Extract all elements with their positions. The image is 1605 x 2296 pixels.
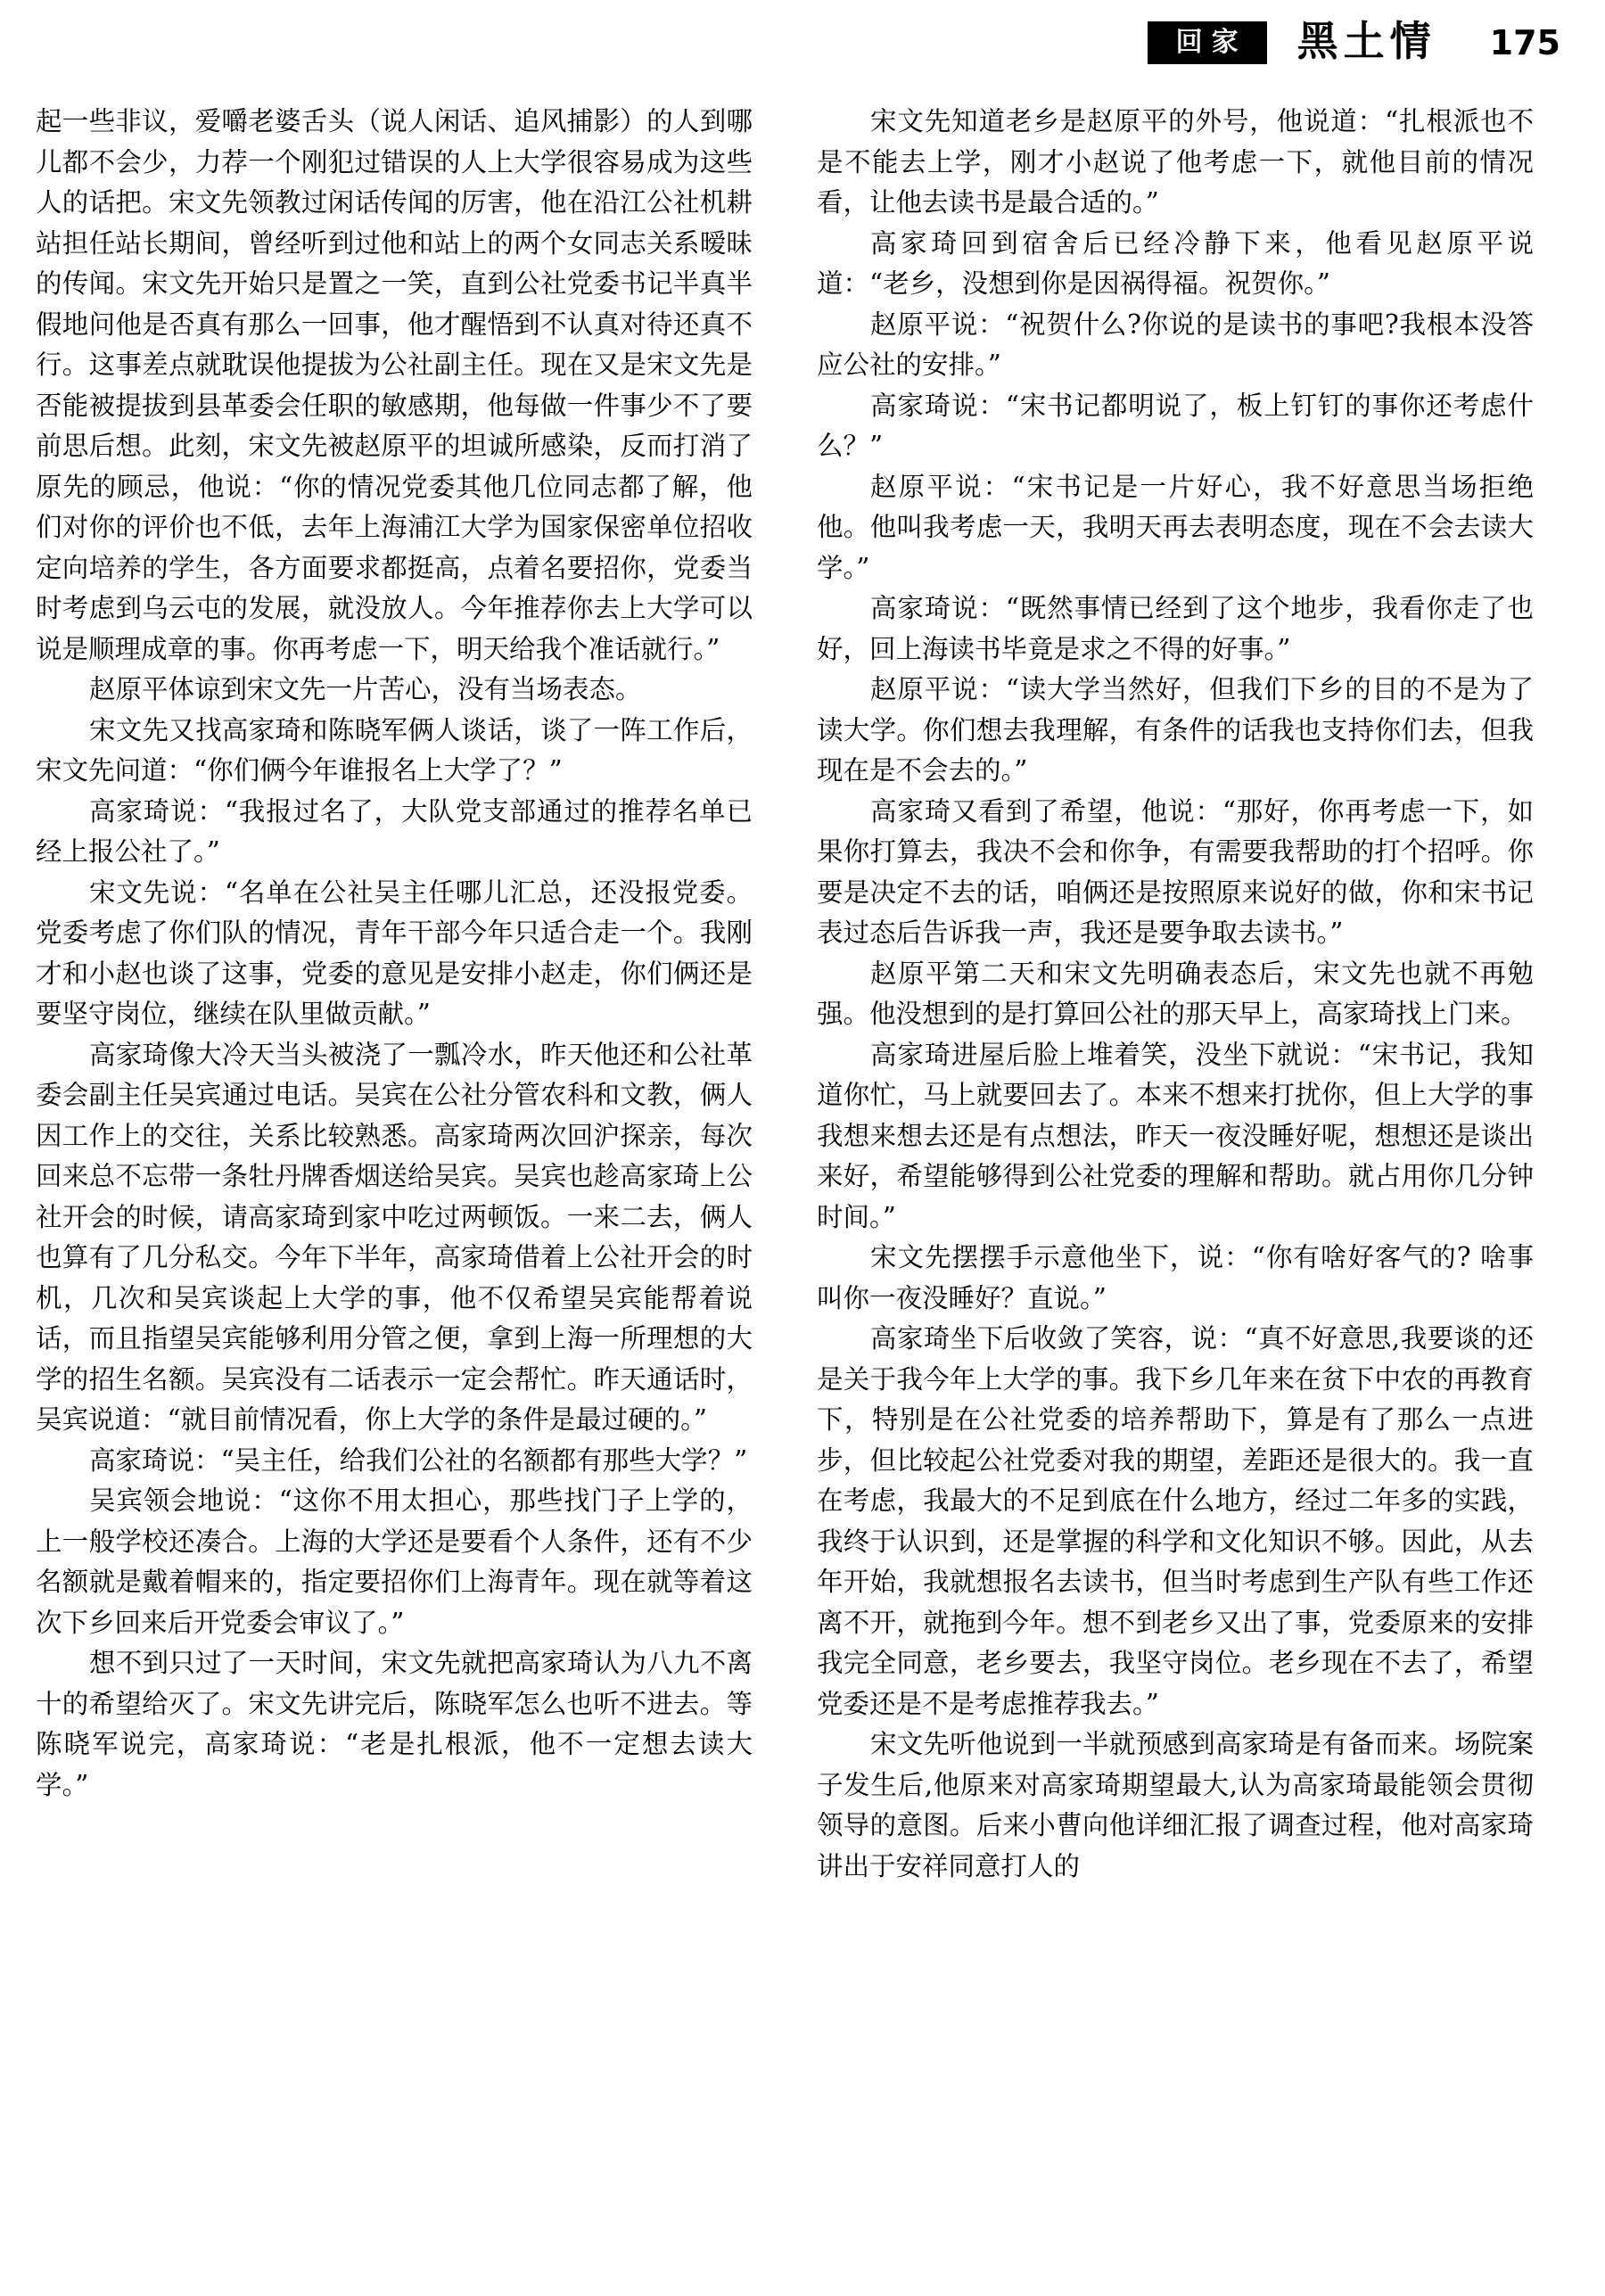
paragraph: 高家琦回到宿舍后已经冷静下来，他看见赵原平说道：“老乡，没想到你是因祸得福。祝贺你。”	[817, 227, 1534, 299]
paragraph: 高家琦说：“宋书记都明说了，板上钉钉的事你还考虑什么？”	[817, 390, 1534, 461]
paragraph: 高家琦像大冷天当头被浇了一瓢冷水，昨天他还和公社革委会副主任吴宾通过电话。吴宾在公社分管农科和文教，俩人因工作上的交往，关系比较熟悉。高家琦两次回沪探亲，每次回来总不忘带一条牡丹牌香烟送给吴宾。吴宾也趁高家琦上公社开会的时候，请高家琦到家中吃过两顿饭。一来二去，俩人也算有了几分私交。今年下半年，高家琦借着上公社开会的时机，几次和吴宾谈起上大学的事，他不仅希望吴宾能帮着说话，而且指望吴宾能够利用分管之便，拿到上海一所理想的大学的招生名额。吴宾没有二话表示一定会帮忙。昨天通话时，吴宾说道：“就目前情况看，你上大学的条件是最过硬的。”	[36, 1039, 753, 1435]
paragraph: 想不到只过了一天时间，宋文先就把高家琦认为八九不离十的希望给灭了。宋文先讲完后，陈晓军怎么也听不进去。等陈晓军说完，高家琦说：“老是扎根派，他不一定想去读大学。”	[36, 1648, 753, 1800]
book-title: 黑土情	[1296, 17, 1436, 65]
paragraph: 宋文先又找高家琦和陈晓军俩人谈话，谈了一阵工作后，宋文先问道：“你们俩今年谁报名上大学了？”	[36, 714, 753, 786]
left-column	[36, 102, 753, 1887]
right-column	[817, 102, 1534, 1887]
paragraph: 高家琦说：“我报过名了，大队党支部通过的推荐名单已经上报公社了。”	[36, 795, 753, 867]
paragraph: 宋文先说：“名单在公社吴主任哪儿汇总，还没报党委。党委考虑了你们队的情况，青年干部今年只适合走一个。我刚才和小赵也谈了这事，党委的意见是安排小赵走，你们俩还是要坚守岗位，继续在队里做贡献。”	[36, 876, 753, 1029]
paragraph: 起一些非议，爱嚼老婆舌头（说人闲话、追风捕影）的人到哪儿都不会少，力荐一个刚犯过错误的人上大学很容易成为这些人的话把。宋文先领教过闲话传闻的厉害，他在沿江公社机耕站担任站长期间，曾经听到过他和站上的两个女同志关系暧昧的传闻。宋文先开始只是置之一笑，直到公社党委书记半真半假地问他是否真有那么一回事，他才醒悟到不认真对待还真不行。这事差点就耽误他提拔为公社副主任。现在又是宋文先是否能被提拔到县革委会任职的敏感期，他每做一件事少不了要前思后想。此刻，宋文先被赵原平的坦诚所感染，反而打消了原先的顾忌，他说：“你的情况党委其他几位同志都了解，他们对你的评价也不低，去年上海浦江大学为国家保密单位招收定向培养的学生，各方面要求都挺高，点着名要招你，党委当时考虑到乌云屯的发展，就没放人。今年推荐你去上大学可以说是顺理成章的事。你再考虑一下，明天给我个准话就行。”	[36, 106, 753, 664]
paragraph: 宋文先听他说到一半就预感到高家琦是有备而来。场院案子发生后,他原来对高家琦期望最大,认为高家琦最能领会贯彻领导的意图。后来小曹向他详细汇报了调查过程，他对高家琦讲出于安祥同意打人的	[817, 1729, 1534, 1881]
page-header	[36, 0, 1569, 86]
paragraph: 高家琦又看到了希望，他说：“那好，你再考虑一下，如果你打算去，我决不会和你争，有需要我帮助的打个招呼。你要是决定不去的话，咱俩还是按照原来说好的做，你和宋书记表过态后告诉我一声，我还是要争取去读书。”	[817, 795, 1534, 948]
page-number: 175	[1489, 23, 1560, 62]
paragraph: 吴宾领会地说：“这你不用太担心，那些找门子上学的，上一般学校还凑合。上海的大学还是要看个人条件，还有不少名额就是戴着帽来的，指定要招你们上海青年。现在就等着这次下乡回来后开党委会审议了。”	[36, 1485, 753, 1638]
paragraph: 赵原平说：“读大学当然好，但我们下乡的目的不是为了读大学。你们想去我理解，有条件的话我也支持你们去，但我现在是不会去的。”	[817, 674, 1534, 786]
paragraph: 高家琦说：“既然事情已经到了这个地步，我看你走了也好，回上海读书毕竟是求之不得的好事。”	[817, 593, 1534, 664]
paragraph: 赵原平第二天和宋文先明确表态后，宋文先也就不再勉强。他没想到的是打算回公社的那天早上，高家琦找上门来。	[817, 958, 1534, 1029]
paragraph: 高家琦坐下后收敛了笑容，说：“真不好意思,我要谈的还是关于我今年上大学的事。我下乡几年来在贫下中农的再教育下，特别是在公社党委的培养帮助下，算是有了那么一点进步，但比较起公社党委对我的期望，差距还是很大的。我一直在考虑，我最大的不足到底在什么地方，经过二年多的实践，我终于认识到，还是掌握的科学和文化知识不够。因此，从去年开始，我就想报名去读书，但当时考虑到生产队有些工作还离不开，就拖到今年。想不到老乡又出了事，党委原来的安排我完全同意，老乡要去，我坚守岗位。老乡现在不去了，希望党委还是不是考虑推荐我去。”	[817, 1323, 1534, 1719]
paragraph: 高家琦说：“吴主任，给我们公社的名额都有那些大学？”	[89, 1444, 748, 1476]
paragraph: 赵原平说：“宋书记是一片好心，我不好意思当场拒绝他。他叫我考虑一天，我明天再去表明态度，现在不会去读大学。”	[817, 471, 1534, 583]
paragraph: 赵原平说：“祝贺什么?你说的是读书的事吧?我根本没答应公社的安排。”	[817, 309, 1534, 380]
paragraph: 宋文先知道老乡是赵原平的外号，他说道：“扎根派也不是不能去上学，刚才小赵说了他考虑一下，就他目前的情况看，让他去读书是最合适的。”	[817, 106, 1534, 218]
paragraph: 宋文先摆摆手示意他坐下，说：“你有啥好客气的? 啥事叫你一夜没睡好？直说。”	[817, 1242, 1534, 1313]
body-columns	[36, 102, 1569, 1887]
paragraph: 高家琦进屋后脸上堆着笑，没坐下就说：“宋书记，我知道你忙，马上就要回去了。本来不想来打扰你，但上大学的事我想来想去还是有点想法，昨天一夜没睡好呢，想想还是谈出来好，希望能够得到公社党委的理解和帮助。就占用你几分钟时间。”	[817, 1039, 1534, 1232]
paragraph: 赵原平体谅到宋文先一片苦心，没有当场表态。	[89, 674, 642, 704]
chapter-label: 回家	[1148, 21, 1267, 64]
